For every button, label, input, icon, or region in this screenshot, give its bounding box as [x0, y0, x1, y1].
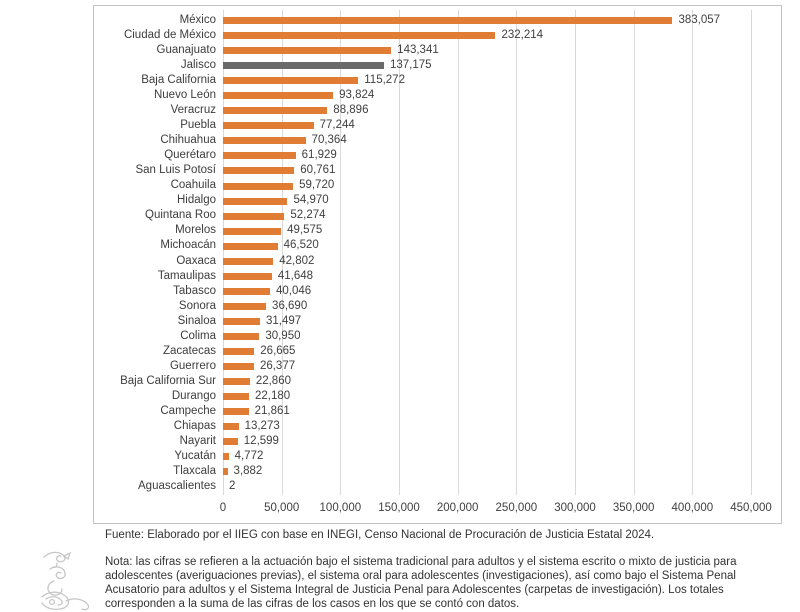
value-label: 143,341: [397, 43, 439, 56]
category-label: Durango: [171, 389, 216, 402]
category-label: Veracruz: [170, 104, 216, 117]
bar: [223, 303, 266, 310]
value-label: 4,772: [234, 450, 264, 463]
category-label: Oaxaca: [176, 254, 216, 267]
bar: [223, 92, 333, 99]
category-label: Chihuahua: [160, 134, 216, 147]
value-label: 232,214: [501, 28, 544, 41]
category-label: Chiapas: [173, 420, 216, 433]
bar-row: [94, 359, 781, 374]
value-label: 49,575: [287, 224, 323, 237]
bar: [223, 32, 495, 39]
bar-row: [94, 284, 781, 299]
bar-row: [94, 464, 781, 479]
category-label: Ciudad de México: [123, 28, 216, 41]
bar-row: [94, 103, 781, 118]
bar: [223, 152, 296, 159]
category-label: Coahuila: [170, 179, 216, 192]
category-label: Colima: [180, 329, 216, 342]
category-label: Michoacán: [160, 239, 216, 252]
category-label: México: [179, 13, 216, 26]
x-tick-label: 450,000: [730, 502, 772, 514]
category-label: Nuevo León: [153, 89, 216, 101]
value-label: 22,860: [255, 374, 291, 387]
category-label: Sonora: [178, 299, 216, 312]
bar: [223, 348, 254, 355]
value-label: 137,175: [389, 58, 432, 71]
x-tick-label: 250,000: [495, 502, 538, 514]
value-label: 26,377: [259, 359, 296, 372]
value-label: 54,970: [293, 194, 329, 207]
bar: [223, 258, 273, 265]
bar-row: [94, 13, 781, 28]
category-label: Querétaro: [164, 149, 216, 162]
bar-row: [94, 434, 781, 449]
bar-row: [94, 43, 781, 58]
category-label: Nayarit: [179, 435, 216, 448]
value-label: 88,896: [333, 104, 369, 117]
bar-row: [94, 88, 781, 103]
bar: [223, 318, 260, 325]
value-label: 36,690: [272, 299, 308, 312]
category-label: Tabasco: [173, 284, 216, 297]
category-label: Baja California: [141, 73, 216, 86]
bar: [223, 438, 238, 445]
bar-row: [94, 269, 781, 284]
value-label: 52,274: [290, 209, 326, 222]
x-axis: [94, 503, 781, 516]
value-label: 41,648: [277, 269, 314, 282]
bar: [223, 167, 294, 174]
x-tick-label: 100,000: [319, 502, 362, 514]
bar-row: [94, 58, 781, 73]
bar: [223, 288, 270, 295]
category-label: Sinaloa: [177, 314, 216, 327]
value-label: 26,665: [260, 344, 296, 357]
value-label: 61,929: [301, 149, 337, 162]
value-label: 77,244: [319, 119, 355, 132]
category-label: Morelos: [175, 224, 216, 237]
x-tick-label: 350,000: [612, 502, 655, 514]
category-label: Guerrero: [169, 359, 216, 372]
bar: [223, 468, 228, 475]
bar-row: [94, 224, 781, 239]
bar-row: [94, 479, 781, 494]
x-tick-label: 50,000: [264, 502, 300, 514]
bar: [223, 122, 314, 129]
bar: [223, 107, 327, 114]
value-label: 93,824: [339, 89, 375, 101]
bar-row: [94, 163, 781, 178]
bar: [223, 228, 281, 235]
bar-row: [94, 239, 781, 254]
category-label: Quintana Roo: [145, 209, 216, 222]
x-tick-label: 0: [219, 502, 227, 514]
value-label: 3,882: [233, 465, 263, 478]
bar-highlighted: [223, 62, 384, 69]
x-tick-label: 150,000: [378, 502, 420, 514]
bar-row: [94, 449, 781, 464]
bar-row: [94, 344, 781, 359]
value-label: 60,761: [300, 164, 336, 177]
category-label: Campeche: [160, 404, 216, 417]
value-label: 70,364: [311, 134, 347, 147]
category-label: Jalisco: [180, 58, 216, 71]
bar-row: [94, 299, 781, 314]
category-label: Zacatecas: [162, 344, 216, 357]
bar-row: [94, 118, 781, 133]
bar-rows: [94, 13, 781, 495]
category-label: Yucatán: [174, 450, 216, 463]
source-note: Fuente: Elaborado por el IIEG con base en INEGI, Censo Nacional de Procuración de Justicia Estatal 2024.: [105, 529, 655, 541]
x-tick-label: 400,000: [671, 502, 714, 514]
category-label: Tlaxcala: [173, 465, 216, 478]
bar: [223, 378, 250, 385]
value-label: 22,180: [255, 389, 291, 402]
bar: [223, 243, 278, 250]
methodology-note: Nota: las cifras se refieren a la actuación bajo el sistema tradicional para adultos y el sistema escrito o mixto de justicia para adolescentes (averiguaciones previas), el sistema oral para adolescentes (investigaciones), así como bajo el Sistema Penal Acusatorio para adultos y el Sistema Integral de Justicia Penal para Adolescentes (carpetas de investigación). Los totales corresponden a la suma de las cifras de los casos en los que se contó con datos.: [105, 556, 737, 611]
category-label: Hidalgo: [177, 194, 216, 207]
value-label: 12,599: [243, 435, 279, 448]
bar-row: [94, 133, 781, 148]
value-label: 383,057: [678, 13, 721, 26]
bar: [223, 17, 672, 24]
category-label: Aguascalientes: [138, 480, 216, 493]
category-label: Puebla: [180, 119, 216, 132]
value-label: 2: [229, 480, 236, 493]
category-label: Tamaulipas: [157, 269, 216, 282]
bar: [223, 198, 287, 205]
bar: [223, 213, 284, 220]
category-label: Baja California Sur: [120, 374, 216, 387]
bar: [223, 137, 306, 144]
bar-row: [94, 404, 781, 419]
bar: [223, 77, 358, 84]
chart-container: [93, 5, 782, 524]
value-label: 13,273: [244, 420, 280, 433]
value-label: 46,520: [283, 239, 319, 252]
bar-row: [94, 179, 781, 194]
category-label: Guanajuato: [156, 43, 216, 56]
bar-row: [94, 329, 781, 344]
bar-row: [94, 28, 781, 43]
value-label: 21,861: [254, 404, 290, 417]
bar-row: [94, 374, 781, 389]
bar: [223, 393, 249, 400]
value-label: 30,950: [265, 329, 301, 342]
bar-row: [94, 254, 781, 269]
bar-row: [94, 194, 781, 209]
bar: [223, 363, 254, 370]
value-label: 115,272: [364, 73, 405, 86]
bar: [223, 453, 229, 460]
bar: [223, 273, 272, 280]
x-tick-label: 200,000: [436, 502, 479, 514]
bar-row: [94, 209, 781, 224]
category-label: San Luis Potosí: [135, 164, 216, 177]
value-label: 40,046: [275, 284, 312, 297]
bar: [223, 408, 249, 415]
bar: [223, 47, 391, 54]
bar-row: [94, 148, 781, 163]
value-label: 59,720: [299, 179, 335, 192]
x-tick-label: 300,000: [554, 502, 596, 514]
bar-row: [94, 314, 781, 329]
bar-row: [94, 73, 781, 88]
bar: [223, 333, 259, 340]
bar-row: [94, 389, 781, 404]
value-label: 31,497: [265, 314, 302, 327]
bar: [223, 183, 293, 190]
value-label: 42,802: [279, 254, 315, 267]
bar-row: [94, 419, 781, 434]
bar: [223, 423, 239, 430]
